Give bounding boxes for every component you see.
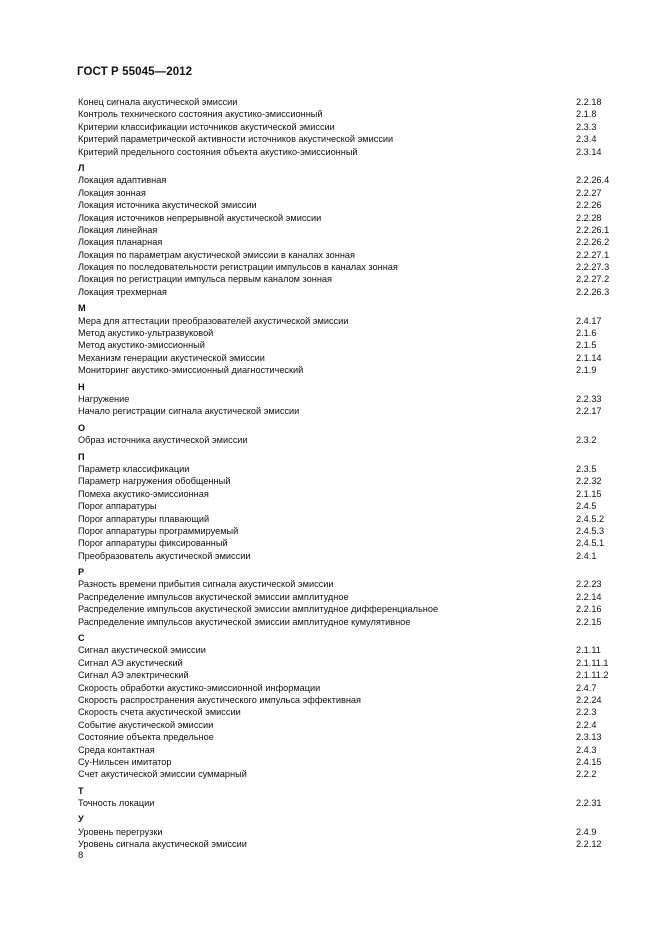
- entry-ref: 2.2.17: [576, 406, 602, 417]
- entry-ref: 2.2.27.3: [576, 262, 610, 273]
- entry-term: Распределение импульсов акустической эмиссии амплитудное дифференциальное: [78, 604, 439, 615]
- entry-ref: 2.2.4: [576, 719, 597, 730]
- index-section: [78, 785, 616, 810]
- entry-ref: 2.1.14: [576, 352, 602, 363]
- entry-ref: 2.3.5: [576, 463, 597, 474]
- index-section: [78, 162, 616, 298]
- index-entry: [78, 405, 616, 417]
- entry-term: Образ источника акустической эмиссии: [78, 435, 248, 446]
- entry-term: Локация зонная: [78, 187, 146, 198]
- section-letter: Р: [78, 567, 85, 578]
- entry-ref: 2.3.4: [576, 134, 597, 145]
- entry-term: Локация трехмерная: [78, 286, 167, 297]
- index-entry: [78, 500, 616, 512]
- alphabetical-index: [78, 96, 616, 851]
- section-letter: С: [78, 633, 85, 644]
- index-entry: [78, 591, 616, 603]
- entry-ref: 2.4.5: [576, 501, 597, 512]
- entry-term: Порог аппаратуры программируемый: [78, 525, 239, 536]
- entry-term: Скорость обработки акустико-эмиссионной информации: [78, 682, 321, 693]
- entry-ref: 2.4.15: [576, 756, 602, 767]
- entry-ref: 2.3.2: [576, 435, 597, 446]
- entry-term: Уровень сигнала акустической эмиссии: [78, 839, 247, 850]
- entry-term: Событие акустической эмиссии: [78, 719, 214, 730]
- index-entry: [78, 706, 616, 718]
- entry-term: Порог аппаратуры: [78, 501, 157, 512]
- entry-term: Распределение импульсов акустической эмиссии амплитудное кумулятивное: [78, 616, 411, 627]
- section-letter: Н: [78, 381, 85, 392]
- entry-term: Среда контактная: [78, 744, 155, 755]
- entry-ref: 2.4.17: [576, 315, 602, 326]
- entry-term: Локация по регистрации импульса первым каналом зонная: [78, 274, 333, 285]
- entry-term: Точность локации: [78, 798, 155, 809]
- index-entry: [78, 616, 616, 628]
- index-entry: [78, 364, 616, 376]
- index-entry: [78, 797, 616, 809]
- index-entry: [78, 578, 616, 590]
- entry-ref: 2.4.5.1: [576, 538, 605, 549]
- entry-ref: 2.2.16: [576, 604, 602, 615]
- index-section: [78, 632, 616, 781]
- index-section: [78, 381, 616, 418]
- entry-ref: 2.1.15: [576, 488, 602, 499]
- section-letter: П: [78, 451, 85, 462]
- page-number: 8: [78, 850, 84, 861]
- entry-term: Метод акустико-эмиссионный: [78, 340, 205, 351]
- index-entry: [78, 96, 616, 108]
- index-entry: [78, 731, 616, 743]
- entry-term: Начало регистрации сигнала акустической эмиссии: [78, 406, 300, 417]
- entry-ref: 2.2.26.3: [576, 286, 610, 297]
- entry-term: Распределение импульсов акустической эмиссии амплитудное: [78, 591, 349, 602]
- index-entry: [78, 261, 616, 273]
- entry-term: Локация линейная: [78, 224, 158, 235]
- entry-ref: 2.2.23: [576, 579, 602, 590]
- entry-term: Порог аппаратуры плавающий: [78, 513, 210, 524]
- entry-term: Преобразователь акустической эмиссии: [78, 550, 251, 561]
- entry-term: Порог аппаратуры фиксированный: [78, 538, 228, 549]
- entry-term: Конец сигнала акустической эмиссии: [78, 97, 238, 107]
- index-entry: [78, 121, 616, 133]
- entry-term: Механизм генерации акустической эмиссии: [78, 352, 265, 363]
- entry-term: Скорость распространения акустического импульса эффективная: [78, 694, 361, 705]
- entry-term: Критерии классификации источников акустической эмиссии: [78, 121, 335, 132]
- index-entry: [78, 224, 616, 236]
- entry-ref: 2.1.9: [576, 365, 597, 376]
- entry-ref: 2.2.26: [576, 200, 602, 211]
- document-header: ГОСТ Р 55045—2012: [77, 66, 193, 78]
- index-entry: [78, 339, 616, 351]
- entry-ref: 2.2.14: [576, 591, 602, 602]
- entry-ref: 2.1.5: [576, 340, 597, 351]
- index-entry: [78, 146, 616, 158]
- index-entry: [78, 537, 616, 549]
- entry-term: Локация по параметрам акустической эмиссии в каналах зонная: [78, 249, 355, 260]
- entry-term: Локация источников непрерывной акустической эмиссии: [78, 212, 322, 223]
- index-entry: [78, 273, 616, 285]
- entry-term: Мониторинг акустико-эмиссионный диагностический: [78, 365, 304, 376]
- entry-term: Разность времени прибытия сигнала акустической эмиссии: [78, 579, 334, 590]
- index-entry: [78, 525, 616, 537]
- entry-ref: 2.4.3: [576, 744, 597, 755]
- index-section: [78, 451, 616, 563]
- entry-ref: 2.3.13: [576, 732, 602, 743]
- entry-term: Нагружение: [78, 393, 130, 404]
- index-entry: [78, 133, 616, 145]
- section-letter: У: [78, 814, 84, 825]
- index-entry: [78, 249, 616, 261]
- entry-term: Контроль технического состояния акустико-эмиссионный: [78, 109, 323, 120]
- entry-ref: 2.3.3: [576, 121, 597, 132]
- entry-ref: 2.4.9: [576, 826, 597, 837]
- index-entry: [78, 212, 616, 224]
- entry-term: Сигнал акустической эмиссии: [78, 645, 206, 656]
- entry-ref: 2.4.1: [576, 550, 597, 561]
- entry-ref: 2.1.8: [576, 109, 597, 120]
- entry-term: Локация адаптивная: [78, 175, 167, 186]
- entry-ref: 2.2.3: [576, 707, 597, 718]
- entry-term: Локация планарная: [78, 237, 163, 248]
- entry-ref: 2.4.5.3: [576, 525, 605, 536]
- entry-ref: 2.4.5.2: [576, 513, 605, 524]
- entry-ref: 2.2.2: [576, 769, 597, 780]
- entry-ref: 2.1.11.2: [576, 670, 609, 681]
- entry-ref: 2.2.24: [576, 694, 602, 705]
- entry-term: Локация по последовательности регистрации импульсов в каналах зонная: [78, 262, 398, 273]
- entry-term: Мера для аттестации преобразователей акустической эмиссии: [78, 315, 349, 326]
- section-letter: М: [78, 303, 86, 314]
- index-entry: [78, 475, 616, 487]
- index-entry: [78, 694, 616, 706]
- index-entry: [78, 393, 616, 405]
- index-entry: [78, 826, 616, 838]
- index-section: [78, 422, 616, 447]
- index-entry: [78, 315, 616, 327]
- index-entry: [78, 669, 616, 681]
- index-entry: [78, 744, 616, 756]
- index-entry: [78, 286, 616, 298]
- index-entry: [78, 488, 616, 500]
- index-entry: [78, 682, 616, 694]
- index-entry: [78, 327, 616, 339]
- index-entry: [78, 174, 616, 186]
- entry-term: Параметр классификации: [78, 463, 190, 474]
- index-entry: [78, 657, 616, 669]
- index-entry: [78, 513, 616, 525]
- entry-ref: 2.2.33: [576, 393, 602, 404]
- section-letter: О: [78, 422, 86, 433]
- section-letter: Л: [78, 162, 85, 173]
- entry-ref: 2.3.14: [576, 146, 602, 157]
- index-entry: [78, 199, 616, 211]
- entry-ref: 2.2.32: [576, 476, 602, 487]
- entry-ref: 2.2.27.2: [576, 274, 610, 285]
- index-entry: [78, 603, 616, 615]
- entry-ref: 2.1.6: [576, 328, 597, 339]
- entry-ref: 2.2.26.2: [576, 237, 610, 248]
- index-entry: [78, 236, 616, 248]
- entry-ref: 2.1.11.1: [576, 657, 609, 668]
- index-entry: [78, 838, 616, 850]
- entry-ref: 2.2.26.1: [576, 224, 610, 235]
- index-entry: [78, 352, 616, 364]
- index-entry: [78, 550, 616, 562]
- entry-ref: 2.4.7: [576, 682, 597, 693]
- index-section: [78, 813, 616, 850]
- entry-ref: 2.2.18: [576, 97, 602, 107]
- entry-ref: 2.2.12: [576, 839, 602, 850]
- entry-term: Критерий предельного состояния объекта акустико-эмиссионный: [78, 146, 358, 157]
- entry-term: Сигнал АЭ акустический: [78, 657, 183, 668]
- index-section: [78, 96, 616, 158]
- entry-term: Уровень перегрузки: [78, 826, 163, 837]
- entry-ref: 2.2.15: [576, 616, 602, 627]
- index-entry: [78, 187, 616, 199]
- entry-term: Состояние объекта предельное: [78, 732, 214, 743]
- index-section: [78, 302, 616, 376]
- entry-ref: 2.1.11: [576, 645, 601, 656]
- entry-term: Помеха акустико-эмиссионная: [78, 488, 209, 499]
- entry-term: Метод акустико-ультразвуковой: [78, 328, 214, 339]
- index-section: [78, 566, 616, 628]
- entry-ref: 2.2.28: [576, 212, 602, 223]
- entry-term: Параметр нагружения обобщенный: [78, 476, 231, 487]
- entry-term: Счет акустической эмиссии суммарный: [78, 769, 247, 780]
- entry-ref: 2.2.26.4: [576, 175, 610, 186]
- index-entry: [78, 756, 616, 768]
- entry-ref: 2.2.31: [576, 798, 602, 809]
- index-entry: [78, 108, 616, 120]
- entry-term: Скорость счета акустической эмиссии: [78, 707, 241, 718]
- index-entry: [78, 719, 616, 731]
- entry-ref: 2.2.27.1: [576, 249, 610, 260]
- entry-term: Критерий параметрической активности источников акустической эмиссии: [78, 134, 394, 145]
- entry-ref: 2.2.27: [576, 187, 602, 198]
- section-letter: Т: [78, 785, 84, 796]
- index-entry: [78, 463, 616, 475]
- index-entry: [78, 434, 616, 446]
- entry-term: Локация источника акустической эмиссии: [78, 200, 257, 211]
- index-entry: [78, 768, 616, 780]
- entry-term: Сигнал АЭ электрический: [78, 670, 189, 681]
- index-entry: [78, 644, 616, 656]
- entry-term: Су-Нильсен имитатор: [78, 756, 172, 767]
